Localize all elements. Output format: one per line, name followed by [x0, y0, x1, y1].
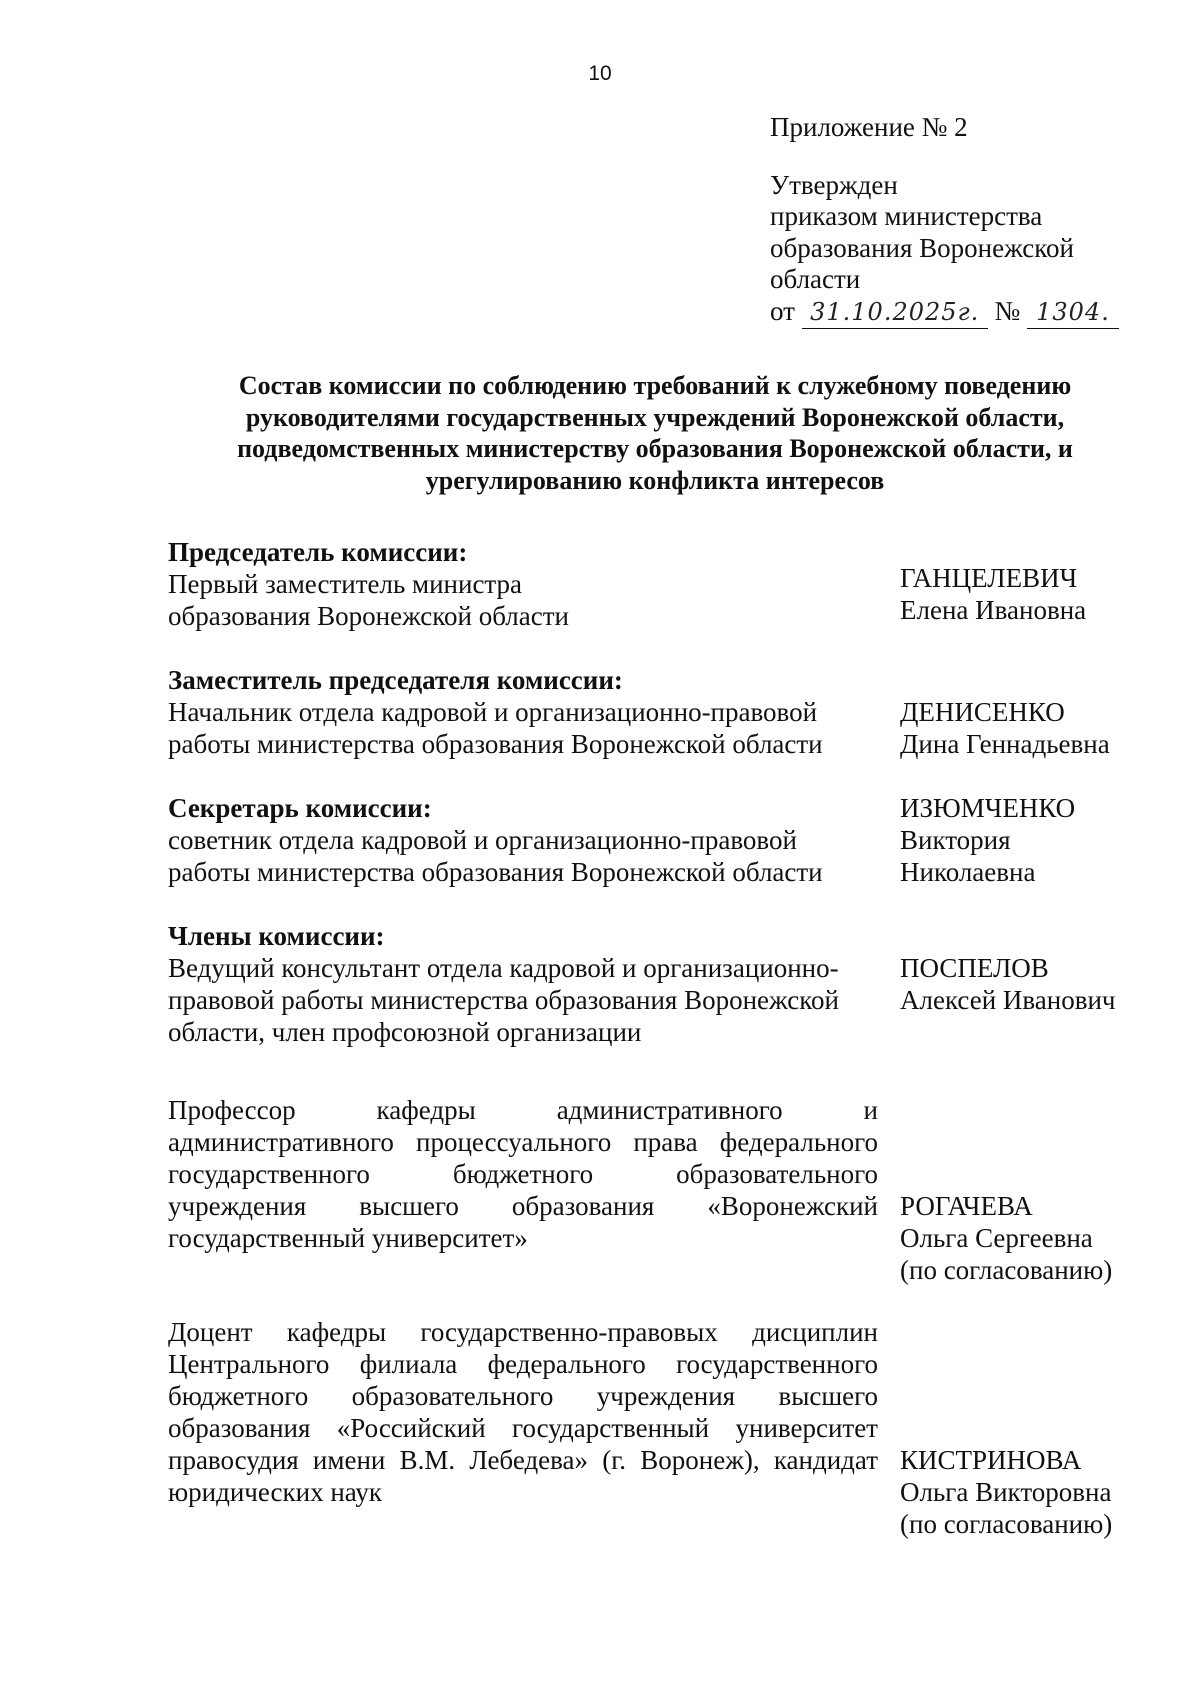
- description-line: Первый заместитель министра: [168, 569, 523, 599]
- description-line: области, член профсоюзной организации: [168, 1017, 642, 1047]
- section-heading: Члены комиссии:: [168, 921, 385, 951]
- position-description: [168, 696, 878, 760]
- title-line: урегулированию конфликта интересов: [425, 465, 885, 495]
- patronymic: Николаевна: [900, 857, 1036, 887]
- surname: РОГАЧЕВА: [900, 1191, 1033, 1221]
- description-line: юридических наук: [168, 1477, 383, 1507]
- date-prefix: от: [770, 295, 795, 326]
- description-line: государственный университет»: [168, 1223, 528, 1253]
- given-names: Ольга Сергеевна: [900, 1223, 1093, 1253]
- members-section: [168, 920, 1168, 1048]
- description-line: Центрального филиала федерального государственного: [168, 1349, 878, 1379]
- section-heading: Заместитель председателя комиссии:: [168, 665, 623, 695]
- member-entry: [168, 1094, 1168, 1286]
- surname: ГАНЦЕЛЕВИЧ: [900, 563, 1078, 593]
- surname: ДЕНИСЕНКО: [900, 697, 1065, 727]
- order-date-line: [770, 296, 1170, 330]
- deputy-section: [168, 664, 1168, 760]
- person-name: [900, 1444, 1160, 1540]
- position-description: [168, 1316, 878, 1540]
- description-line: работы министерства образования Воронежской области: [168, 729, 823, 759]
- description-line: образования «Российский государственный университет: [168, 1413, 878, 1443]
- page-number: 10: [588, 62, 612, 85]
- given-names: Елена Ивановна: [900, 595, 1087, 625]
- person-name: [900, 952, 1160, 1048]
- description-line: правосудия имени В.М. Лебедева» (г. Воронеж), кандидат: [168, 1445, 878, 1475]
- description-line: работы министерства образования Воронежской области: [168, 857, 823, 887]
- position-description: [168, 952, 878, 1048]
- description-line: Ведущий консультант отдела кадровой и организационно-: [168, 953, 839, 983]
- person-name: [900, 1190, 1160, 1286]
- section-heading: Председатель комиссии:: [168, 537, 468, 567]
- person-name: [900, 792, 1160, 888]
- description-line: Доцент кафедры государственно-правовых дисциплин: [168, 1317, 878, 1347]
- description-line: бюджетного образовательного учреждения высшего: [168, 1381, 878, 1411]
- title-line: Состав комиссии по соблюдению требований к служебному поведению: [238, 371, 1072, 400]
- position-description: [168, 568, 878, 632]
- approval-line: области: [770, 264, 861, 294]
- description-line: образования Воронежской области: [168, 601, 569, 631]
- description-line: учреждения высшего образования «Воронежский: [168, 1191, 878, 1221]
- person-name: [900, 696, 1160, 760]
- given-names: Ольга Викторовна: [900, 1477, 1112, 1507]
- description-line: правовой работы министерства образования Воронежской: [168, 985, 839, 1015]
- person-name: [900, 562, 1160, 632]
- approval-note: (по согласованию): [900, 1255, 1113, 1285]
- member-entry: [168, 1316, 1168, 1540]
- description-line: советник отдела кадровой и организационно-правовой: [168, 825, 797, 855]
- appendix-label: Приложение № 2: [770, 112, 968, 142]
- position-description: [168, 1094, 878, 1286]
- chairman-section: [168, 536, 1168, 632]
- description-line: административного процессуального права федерального: [168, 1127, 878, 1157]
- surname: ПОСПЕЛОВ: [900, 953, 1049, 983]
- secretary-section: [168, 792, 1168, 888]
- approval-line: Утвержден: [770, 169, 898, 200]
- surname: ИЗЮМЧЕНКО: [900, 793, 1076, 823]
- approval-block: [770, 112, 1170, 329]
- title-line: руководителями государственных учреждений Воронежской области,: [245, 402, 1065, 432]
- approval-line: образования Воронежской: [770, 232, 1074, 263]
- approval-line: приказом министерства: [770, 201, 1043, 231]
- approval-note: (по согласованию): [900, 1509, 1113, 1539]
- given-names: Алексей Иванович: [900, 985, 1116, 1015]
- surname: КИСТРИНОВА: [900, 1445, 1082, 1475]
- given-names: Виктория: [900, 825, 1011, 855]
- handwritten-date: 31.10.2025г.: [802, 297, 988, 330]
- description-line: Профессор кафедры административного и: [168, 1095, 878, 1125]
- position-description: [168, 792, 878, 888]
- document-title: [160, 370, 1150, 496]
- description-line: государственного бюджетного образовательного: [168, 1159, 878, 1189]
- handwritten-order-number: 1304.: [1027, 297, 1119, 330]
- member-entry: [168, 952, 1168, 1048]
- section-heading: Секретарь комиссии:: [168, 793, 432, 823]
- number-sign: №: [994, 295, 1021, 326]
- description-line: Начальник отдела кадровой и организационно-правовой: [168, 697, 818, 727]
- given-names: Дина Геннадьевна: [900, 729, 1110, 759]
- title-line: подведомственных министерству образования Воронежской области, и: [237, 434, 1073, 463]
